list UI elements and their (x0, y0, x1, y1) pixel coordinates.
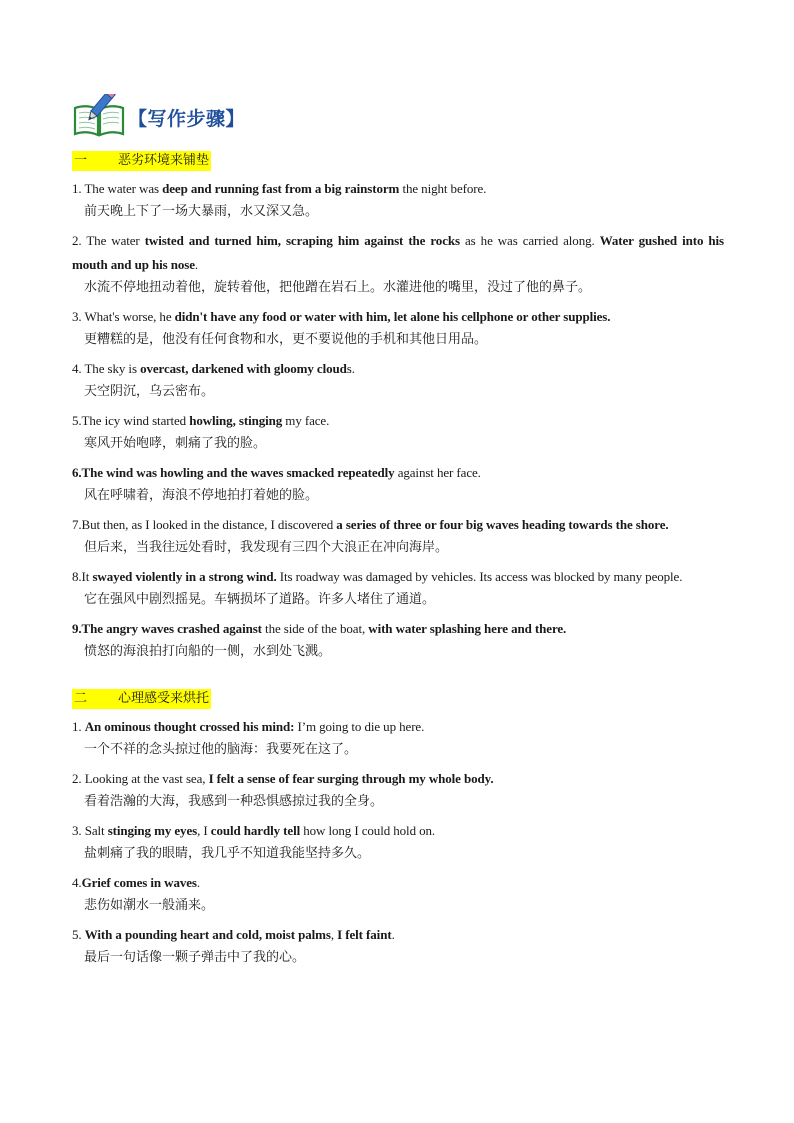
english-sentence (72, 305, 724, 329)
plain-text: 2. The water (72, 233, 145, 248)
list-item (72, 177, 724, 223)
chinese-translation: 看着浩瀚的大海，我感到一种恐惧感掠过我的全身。 (84, 794, 384, 809)
bold-phrase: I felt a sense of fear surging through my whole body. (208, 771, 494, 786)
english-sentence (72, 513, 724, 537)
list-item (72, 871, 724, 917)
plain-text: I’m going to die up here. (294, 719, 425, 734)
highlighted-heading (72, 689, 211, 709)
chinese-translation: 但后来，当我往远处看时，我发现有三四个大浪正在冲向海岸。 (84, 540, 449, 555)
chinese-translation: 寒风开始咆哮，刺痛了我的脸。 (84, 436, 267, 451)
bold-phrase: 6.The wind was howling and the waves smacked repeatedly (72, 465, 395, 480)
english-sentence (72, 461, 724, 485)
section-title: 心理感受来烘托 (118, 691, 210, 706)
list-item (72, 767, 724, 813)
english-sentence (72, 715, 724, 739)
list-item (72, 715, 724, 761)
plain-text: as he was carried along. (459, 233, 600, 248)
english-sentence (72, 767, 724, 791)
plain-text: 1. The water was (72, 181, 163, 196)
bold-phrase: stinging my eyes (107, 823, 198, 838)
english-sentence (72, 819, 724, 843)
english-sentence (72, 923, 724, 947)
page-title: 【写作步骤】 (128, 107, 246, 130)
chinese-translation: 悲伤如潮水一般涌来。 (84, 898, 215, 913)
chinese-translation: 前天晚上下了一场大暴雨，水又深又急。 (84, 204, 319, 219)
list-item (72, 923, 724, 969)
list-item (72, 513, 724, 559)
plain-text: 4. The sky is (72, 361, 141, 376)
bold-phrase: howling, stinging (189, 413, 283, 428)
section-heading (72, 151, 724, 171)
chinese-translation: 一个不祥的念头掠过他的脑海：我要死在这了。 (84, 742, 358, 757)
bold-phrase: I felt faint (337, 927, 392, 942)
section-number: 二 (74, 691, 88, 706)
book-pencil-icon (72, 94, 126, 140)
bold-phrase: twisted and turned him, scraping him against the rocks (144, 233, 460, 248)
plain-text: 3. What's worse, he (72, 309, 175, 324)
chinese-translation: 最后一句话像一颗子弹击中了我的心。 (84, 950, 306, 965)
english-sentence (72, 871, 724, 895)
chinese-translation: 更糟糕的是，他没有任何食物和水，更不要说他的手机和其他日用品。 (84, 332, 488, 347)
plain-text: 5. (72, 927, 85, 942)
plain-text: against her face. (394, 465, 481, 480)
section-number: 一 (74, 153, 88, 168)
bold-phrase: could hardly tell (210, 823, 301, 838)
plain-text: . (391, 927, 395, 942)
chinese-translation: 盐刺痛了我的眼睛，我几乎不知道我能坚持多久。 (84, 846, 371, 861)
plain-text: my face. (282, 413, 330, 428)
plain-text: 7.But then, as I looked in the distance, I discovered (72, 517, 337, 532)
plain-text: 1. (72, 719, 85, 734)
plain-text: s. (346, 361, 355, 376)
list-item (72, 305, 724, 351)
bold-phrase: swayed violently in a strong wind. (92, 569, 277, 584)
plain-text: Its roadway was damaged by vehicles. Its access was blocked by many people. (276, 569, 683, 584)
bold-phrase: a series of three or four big waves heading towards the shore. (336, 517, 669, 532)
bold-phrase: overcast, darkened with gloomy cloud (140, 361, 347, 376)
chinese-translation: 风在呼啸着，海浪不停地拍打着她的脸。 (84, 488, 319, 503)
english-sentence (72, 357, 724, 381)
plain-text: the night before. (399, 181, 487, 196)
highlighted-heading (72, 151, 211, 171)
plain-text: . (196, 875, 201, 890)
plain-text: 5.The icy wind started (72, 413, 190, 428)
plain-text: how long I could hold on. (300, 823, 436, 838)
list-item (72, 357, 724, 403)
list-item (72, 461, 724, 507)
section-heading (72, 689, 724, 709)
bold-phrase: With a pounding heart and cold, moist palms (84, 927, 331, 942)
bold-phrase: Water gushed into his mouth and up his nose (72, 233, 724, 272)
plain-text: 3. Salt (72, 823, 108, 838)
list-item (72, 565, 724, 611)
plain-text: . (194, 257, 199, 272)
chinese-translation: 天空阴沉，乌云密布。 (84, 384, 215, 399)
list-item (72, 229, 724, 299)
list-item (72, 617, 724, 663)
bold-phrase: with water splashing here and there. (368, 621, 567, 636)
english-sentence (72, 617, 724, 641)
english-sentence (72, 565, 724, 589)
plain-text: the side of the boat, (261, 621, 369, 636)
list-item (72, 819, 724, 865)
chinese-translation: 愤怒的海浪拍打向船的一侧，水到处飞溅。 (84, 644, 332, 659)
plain-text: 2. Looking at the vast sea, (72, 771, 209, 786)
english-sentence (72, 177, 724, 201)
chinese-translation: 它在强风中剧烈摇晃。车辆损坏了道路。许多人堵住了通道。 (84, 592, 436, 607)
plain-text: 4. (72, 875, 82, 890)
bold-phrase: Grief comes in waves (81, 875, 197, 890)
bold-phrase: didn't have any food or water with him, let alone his cellphone or other supplies. (174, 309, 611, 324)
plain-text: , (330, 927, 338, 942)
bold-phrase: deep and running fast from a big rainstorm (162, 181, 400, 196)
list-item (72, 409, 724, 455)
bold-phrase: An ominous thought crossed his mind: (84, 719, 295, 734)
plain-text: 8.It (72, 569, 93, 584)
content-body (72, 151, 724, 969)
section-header (72, 94, 245, 140)
chinese-translation: 水流不停地扭动着他，旋转着他，把他蹭在岩石上。水灌进他的嘴里，没过了他的鼻子。 (84, 280, 592, 295)
section-title: 恶劣环境来铺垫 (118, 153, 210, 168)
english-sentence (72, 229, 724, 277)
bold-phrase: 9.The angry waves crashed against (72, 621, 262, 636)
plain-text: , I (197, 823, 211, 838)
english-sentence (72, 409, 724, 433)
